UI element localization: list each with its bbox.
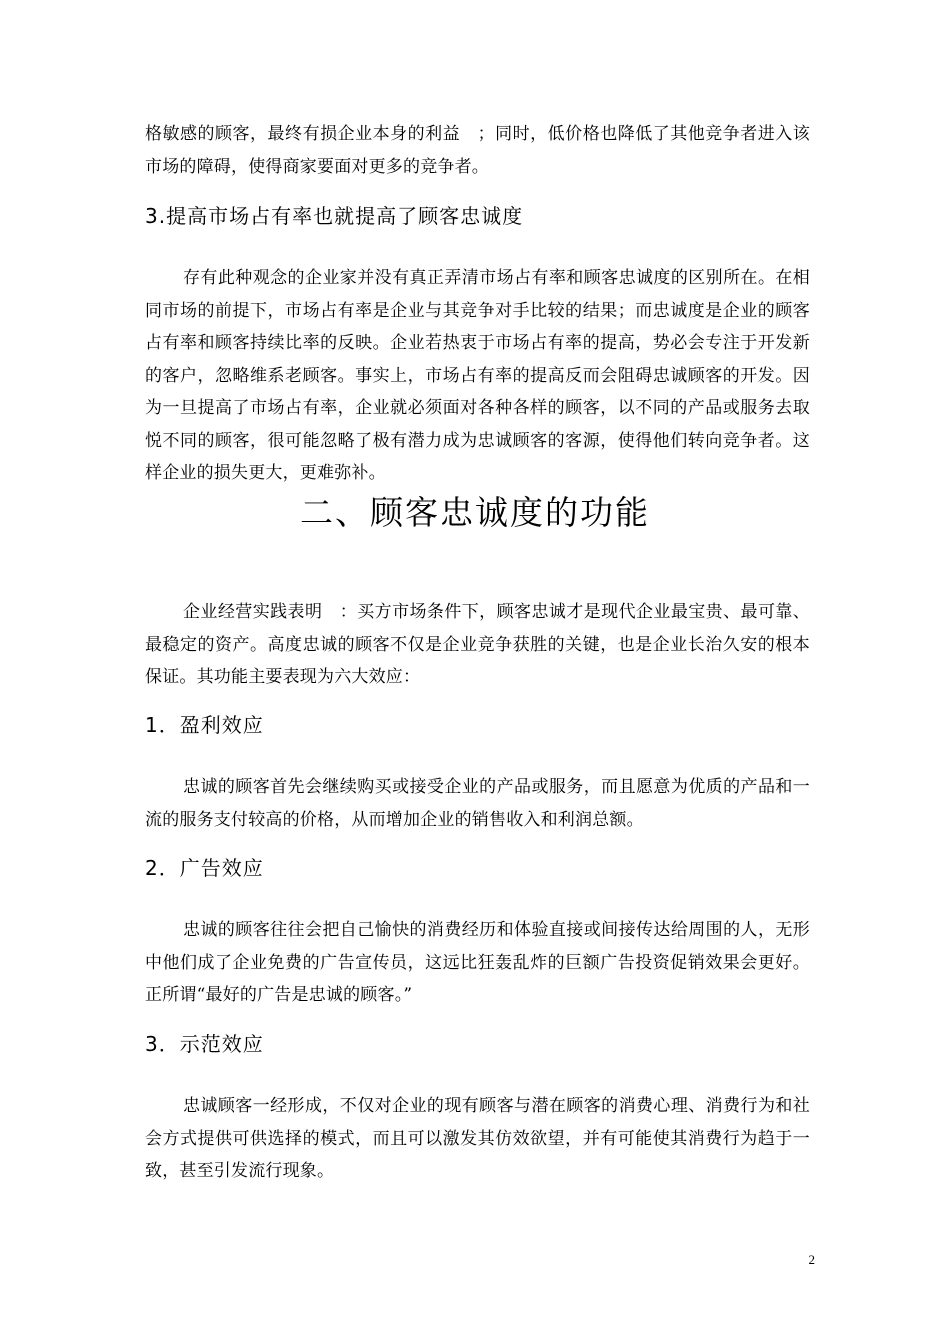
body-paragraph: 存有此种观念的企业家并没有真正弄清市场占有率和顾客忠诚度的区别所在。在相同市场的前提下，市场占有率是企业与其竞争对手比较的结果；而忠诚度是企业的顾客占有率和顾客持续比率的反映。企业若热衷于市场占有率的提高，势必会专注于开发新的客户，忽略维系老顾客。事实上，市场占有率的提高反而会阻碍忠诚顾客的开发。因为一旦提高了市场占有率，企业就必须面对各种各样的顾客，以不同的产品或服务去取悦不同的顾客，很可能忽略了极有潜力成为忠诚顾客的客源，使得他们转向竞争者。这样企业的损失更大，更难弥补。 [145, 268, 810, 483]
effect-heading: 1．盈利效应 [145, 713, 264, 737]
effect-2-heading-block [145, 854, 810, 882]
section-intro-paragraph: 企业经营实践表明 ：买方市场条件下，顾客忠诚才是现代企业最宝贵、最可靠、最稳定的资产。高度忠诚的顾客不仅是企业竞争获胜的关键，也是企业长治久安的根本保证。其功能主要表现为六大效应： [145, 602, 810, 687]
section-title: 二、顾客忠诚度的功能 [300, 493, 650, 532]
effect-3-heading-block [145, 1030, 810, 1058]
intro-block [145, 118, 810, 183]
section-intro-block [145, 596, 810, 694]
effect-2-body-block [145, 914, 810, 1012]
effect-1-heading-block [145, 711, 810, 739]
effect-heading: 2．广告效应 [145, 856, 264, 880]
paragraph-3-block [145, 262, 810, 490]
effect-body: 忠诚的顾客首先会继续购买或接受企业的产品或服务，而且愿意为优质的产品和一流的服务支付较高的价格，从而增加企业的销售收入和利润总额。 [145, 777, 810, 830]
effect-body: 忠诚的顾客往往会把自己愉快的消费经历和体验直接或间接传达给周围的人，无形中他们成了企业免费的广告宣传员，这远比狂轰乱炸的巨额广告投资促销效果会更好。正所谓“最好的广告是忠诚的顾客。” [145, 920, 810, 1005]
subsection-heading: 3.提高市场占有率也就提高了顾客忠诚度 [145, 204, 524, 228]
effect-body: 忠诚顾客一经形成，不仅对企业的现有顾客与潜在顾客的消费心理、消费行为和社会方式提供可供选择的模式，而且可以激发其仿效欲望，并有可能使其消费行为趋于一致，甚至引发流行现象。 [145, 1096, 810, 1181]
effect-1-body-block [145, 771, 810, 836]
effect-3-body-block [145, 1090, 810, 1188]
page-number: 2 [808, 1252, 815, 1267]
effect-heading: 3．示范效应 [145, 1032, 264, 1056]
intro-paragraph: 格敏感的顾客，最终有损企业本身的利益 ；同时，低价格也降低了其他竞争者进入该市场的障碍，使得商家要面对更多的竞争者。 [145, 124, 810, 177]
heading-3-block [145, 202, 810, 230]
